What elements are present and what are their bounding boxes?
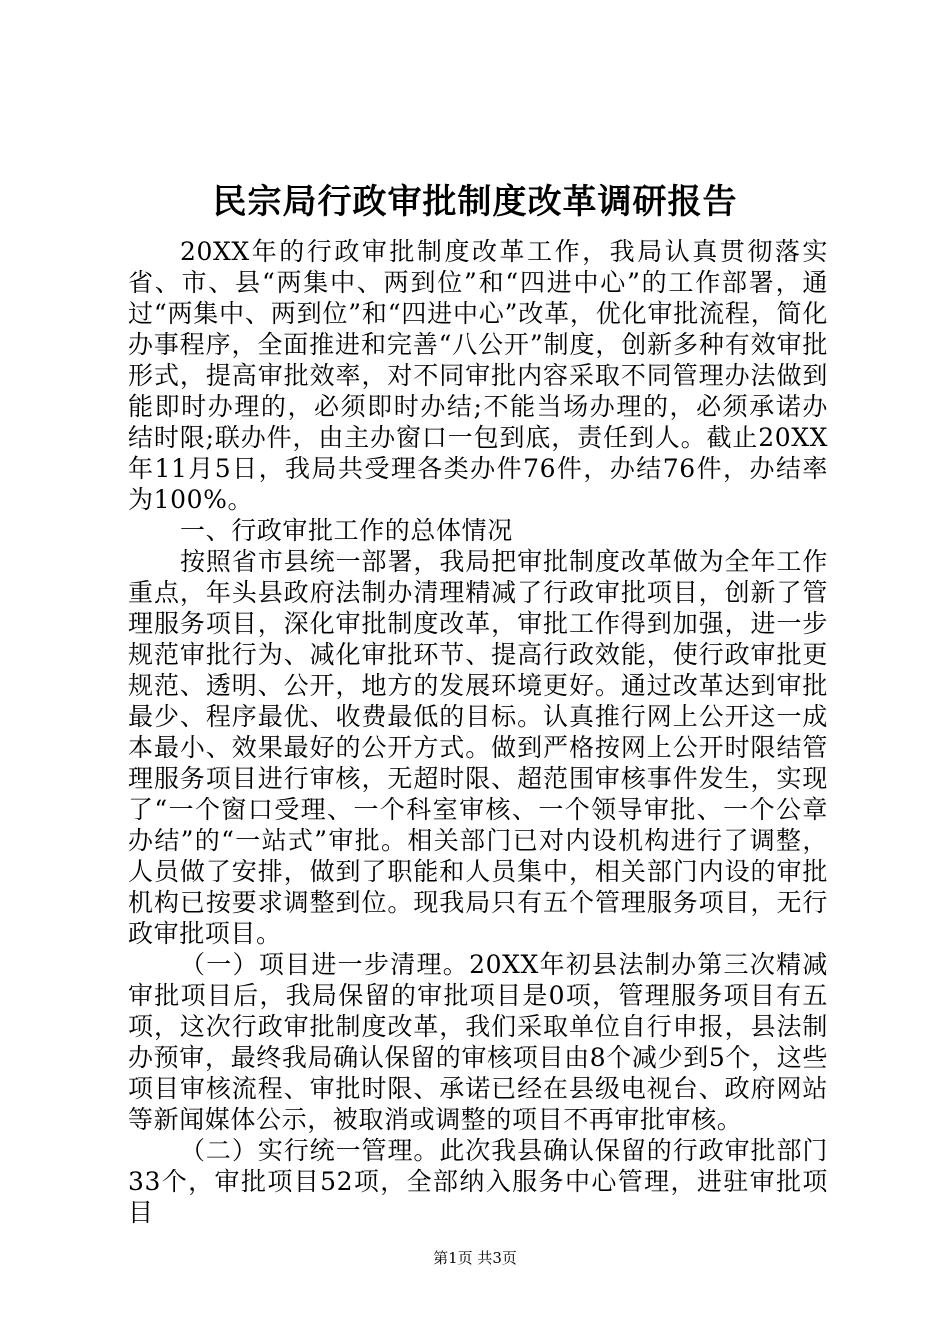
- document-body: [128, 236, 828, 1228]
- document-title: 民宗局行政审批制度改革调研报告: [212, 182, 738, 222]
- section-heading-overview: 一、行政审批工作的总体情况: [180, 516, 513, 545]
- paragraph-overview: 按照省市县统一部署，我局把审批制度改革做为全年工作重点，年头县政府法制办清理精减了行政审批项目，创新了管理服务项目，深化审批制度改革，审批工作得到加强，进一步规范审批行为、减化审批环节、提高行政效能，使行政审批更规范、透明、公开，地方的发展环境更好。通过改革达到审批最少、程序最优、收费最低的目标。认真推行网上公开这一成本最小、效果最好的公开方式。做到严格按网上公开时限结管理服务项目进行审核，无超时限、超范围审核事件发生，实现了“一个窗口受理、一个科室审核、一个领导审批、一个公章办结”的“一站式”审批。相关部门已对内设机构进行了调整，人员做了安排，做到了职能和人员集中，相关部门内设的审批机构已按要求调整到位。现我局只有五个管理服务项目，无行政审批项目。: [128, 547, 828, 948]
- paragraph-intro: 20XX年的行政审批制度改革工作，我局认真贯彻落实省、市、县“两集中、两到位”和“四进中心”的工作部署，通过“两集中、两到位”和“四进中心”改革，优化审批流程，简化办事程序，全面推进和完善“八公开”制度，创新多种有效审批形式，提高审批效率，对不同审批内容采取不同管理办法做到能即时办理的，必须即时办结;不能当场办理的，必须承诺办结时限;联办件，由主办窗口一包到底，责任到人。截止20XX年11月5日，我局共受理各类办件76件，办结76件，办结率为100%。: [128, 237, 828, 514]
- paragraph-item-2: （二）实行统一管理。此次我县确认保留的行政审批部门33个，审批项目52项，全部纳入服务中心管理，进驻审批项目: [128, 1136, 828, 1227]
- page-number-footer: 第1页 共3页: [433, 1249, 517, 1267]
- paragraph-item-1: （一）项目进一步清理。20XX年初县法制办第三次精减审批项目后，我局保留的审批项目是0项，管理服务项目有五项，这次行政审批制度改革，我们采取单位自行申报，县法制办预审，最终我局确认保留的审核项目由8个减少到5个，这些项目审核流程、审批时限、承诺已经在县级电视台、政府网站等新闻媒体公示，被取消或调整的项目不再审批审核。: [128, 950, 828, 1134]
